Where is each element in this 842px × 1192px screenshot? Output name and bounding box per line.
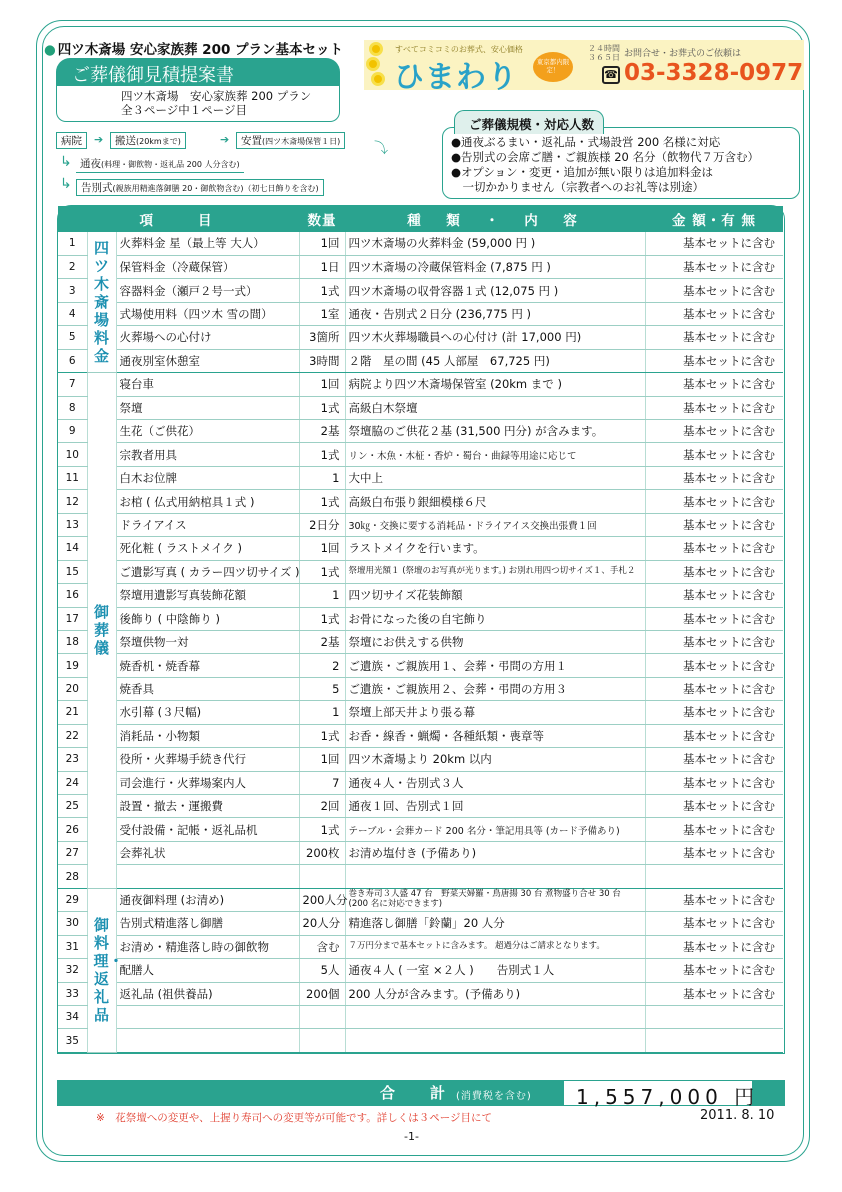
total-tax-note: (消費税を含む) (456, 1091, 532, 1102)
row-amount: 基本セットに含む (645, 490, 783, 513)
row-qty: 5 (299, 677, 345, 700)
row-item: 死化粧 ( ラストメイク ) (116, 537, 299, 560)
row-qty: 1式 (299, 443, 345, 466)
plan-title: ● 四ツ木斎場 安心家族葬 200 プラン基本セット (44, 42, 344, 58)
row-qty: 1回 (299, 373, 345, 396)
table-row (58, 420, 783, 443)
row-detail: 通夜４人・告別式３人 (345, 771, 645, 794)
row-item (116, 1005, 299, 1028)
funeral-scale-title: ご葬儀規模・対応人数 (454, 110, 604, 134)
phone-icon: ☎ (602, 66, 620, 84)
hours-badge: ２４時間 ３６５日 (588, 44, 620, 62)
row-qty: 1回 (299, 232, 345, 255)
row-number: 22 (58, 724, 87, 747)
row-amount: 基本セットに含む (645, 607, 783, 630)
row-amount: 基本セットに含む (645, 560, 783, 583)
table-row (58, 607, 783, 630)
table-row (58, 888, 783, 911)
arrow-right-icon: ➔ (94, 133, 104, 146)
flow-transport: 搬送(20kmまで) (110, 132, 186, 149)
row-item: 式場使用料（四ツ木 雪の間） (116, 302, 299, 325)
flow-wake: 通夜(料理・御飲物・返礼品 200 人分含む) (76, 156, 244, 173)
row-item: 役所・火葬場手続き代行 (116, 748, 299, 771)
row-amount: 基本セットに含む (645, 255, 783, 278)
row-amount: 基本セットに含む (645, 935, 783, 958)
arrow-return-icon: ↳ (60, 154, 72, 170)
header-amount: 金 額・有 無 (645, 206, 783, 232)
table-row (58, 795, 783, 818)
row-qty: 1 (299, 466, 345, 489)
header-detail: 種 類 ・ 内 容 (345, 206, 645, 232)
row-amount: 基本セットに含む (645, 302, 783, 325)
subtitle-line-2: 全３ページ中１ページ目 (121, 103, 248, 117)
row-qty (299, 865, 345, 888)
row-qty: 200枚 (299, 841, 345, 864)
row-item: 水引幕 (３尺幅) (116, 701, 299, 724)
table-row (58, 349, 783, 372)
row-amount: 基本セットに含む (645, 748, 783, 771)
row-qty: 2日分 (299, 513, 345, 536)
row-amount: 基本セットに含む (645, 443, 783, 466)
total-amount: 1,557,000 円 (564, 1081, 752, 1105)
row-amount: 基本セットに含む (645, 537, 783, 560)
contact-label: お問合せ・お葬式のご依頼は (624, 49, 742, 59)
header-item: 項 目 (58, 206, 299, 232)
row-number: 23 (58, 748, 87, 771)
row-item: 消耗品・小物類 (116, 724, 299, 747)
row-detail: 四ツ木斎場の火葬料金 (59,000 円 ) (345, 232, 645, 255)
row-amount: 基本セットに含む (645, 630, 783, 653)
row-number: 9 (58, 420, 87, 443)
row-qty: 5人 (299, 959, 345, 982)
row-number: 15 (58, 560, 87, 583)
table-row (58, 279, 783, 302)
row-amount: 基本セットに含む (645, 701, 783, 724)
row-amount (645, 865, 783, 888)
table-row (58, 560, 783, 583)
row-item: お清め・精進落し時の御飲物 (116, 935, 299, 958)
row-item: 火葬場への心付け (116, 326, 299, 349)
row-detail: 通夜４人 ( 一室 ×２人 ) 告別式１人 (345, 959, 645, 982)
row-detail: ご遺族・ご親族用１、会葬・弔問の方用１ (345, 654, 645, 677)
row-detail: 高級白木祭壇 (345, 396, 645, 419)
row-item: 返礼品 (祖供養品) (116, 982, 299, 1005)
row-qty: 20人分 (299, 912, 345, 935)
row-number: 30 (58, 912, 87, 935)
row-item: 白木お位牌 (116, 466, 299, 489)
row-qty: 1 (299, 701, 345, 724)
row-item: 宗教者用具 (116, 443, 299, 466)
table-row (58, 748, 783, 771)
row-number: 12 (58, 490, 87, 513)
row-item: 後飾り ( 中陰飾り ) (116, 607, 299, 630)
row-item: 設置・撤去・運搬費 (116, 795, 299, 818)
row-number: 24 (58, 771, 87, 794)
row-amount: 基本セットに含む (645, 326, 783, 349)
table-row (58, 677, 783, 700)
row-amount: 基本セットに含む (645, 771, 783, 794)
table-row (58, 232, 783, 255)
category-label: 四ツ木斎場料金 (87, 232, 116, 373)
row-detail: 病院より四ツ木斎場保管室 (20km まで ) (345, 373, 645, 396)
table-row (58, 841, 783, 864)
row-qty: 1回 (299, 748, 345, 771)
table-row (58, 982, 783, 1005)
row-detail: 大中上 (345, 466, 645, 489)
row-detail: テーブル・会葬カード 200 名分・筆記用具等 (カード予備あり) (345, 818, 645, 841)
row-qty: 1日 (299, 255, 345, 278)
row-qty: 1式 (299, 607, 345, 630)
row-number: 33 (58, 982, 87, 1005)
row-qty: 200個 (299, 982, 345, 1005)
row-number: 17 (58, 607, 87, 630)
row-detail: ご遺族・ご親族用２、会葬・弔問の方用３ (345, 677, 645, 700)
table-row (58, 865, 783, 888)
row-detail: 四ツ切サイズ花装飾額 (345, 584, 645, 607)
table-row (58, 537, 783, 560)
row-amount: 基本セットに含む (645, 279, 783, 302)
row-detail: 四ツ木斎場の冷蔵保管料金 (7,875 円 ) (345, 255, 645, 278)
row-item: 受付設備・記帳・返礼品机 (116, 818, 299, 841)
table-row (58, 255, 783, 278)
estimate-subtitle (56, 86, 340, 122)
row-number: 32 (58, 959, 87, 982)
row-qty: 1式 (299, 279, 345, 302)
row-item: ご遺影写真 ( カラー四ツ切サイズ ) (116, 560, 299, 583)
table-row (58, 1029, 783, 1052)
total-label: 合 計 (380, 1084, 456, 1102)
row-number: 13 (58, 513, 87, 536)
row-number: 27 (58, 841, 87, 864)
row-item: 祭壇 (116, 396, 299, 419)
row-amount: 基本セットに含む (645, 373, 783, 396)
row-detail: 四ツ木火葬場職員への心付け (計 17,000 円) (345, 326, 645, 349)
row-number: 14 (58, 537, 87, 560)
row-qty: 1 (299, 584, 345, 607)
table-row (58, 912, 783, 935)
row-detail: 四ツ木斎場の収骨容器１式 (12,075 円 ) (345, 279, 645, 302)
subtitle-line-1: 四ツ木斎場 安心家族葬 200 プラン (121, 89, 312, 103)
row-amount: 基本セットに含む (645, 420, 783, 443)
row-amount (645, 1029, 783, 1052)
phone-number[interactable]: 03-3328-0977 (624, 60, 804, 86)
row-detail: 通夜１回、告別式１回 (345, 795, 645, 818)
row-number: 26 (58, 818, 87, 841)
table-row (58, 724, 783, 747)
row-amount: 基本セットに含む (645, 513, 783, 536)
row-number: 8 (58, 396, 87, 419)
row-qty (299, 1005, 345, 1028)
row-amount: 基本セットに含む (645, 677, 783, 700)
row-detail (345, 1005, 645, 1028)
table-row (58, 630, 783, 653)
row-amount: 基本セットに含む (645, 654, 783, 677)
row-qty: 1式 (299, 396, 345, 419)
row-detail (345, 1029, 645, 1052)
row-detail: 精進落し御膳「鈴蘭」20 人分 (345, 912, 645, 935)
table-row (58, 326, 783, 349)
row-detail: 200 人分が含みます。(予備あり) (345, 982, 645, 1005)
row-qty: 200人分 (299, 888, 345, 911)
row-number: 25 (58, 795, 87, 818)
row-qty: 2 (299, 654, 345, 677)
row-amount: 基本セットに含む (645, 841, 783, 864)
row-item: 会葬礼状 (116, 841, 299, 864)
row-amount: 基本セットに含む (645, 888, 783, 911)
row-detail: お骨になった後の自宅飾り (345, 607, 645, 630)
row-number: 19 (58, 654, 87, 677)
row-qty: 含む (299, 935, 345, 958)
table-row (58, 396, 783, 419)
row-detail: 通夜・告別式２日分 (236,775 円 ) (345, 302, 645, 325)
table-row (58, 654, 783, 677)
footnote: ※ 花祭壇への変更や、上握り寿司への変更等が可能です。詳しくは３ページ目にて (96, 1112, 493, 1124)
table-row (58, 302, 783, 325)
row-item: お棺 ( 仏式用納棺具１式 ) (116, 490, 299, 513)
row-item: 焼香具 (116, 677, 299, 700)
row-amount: 基本セットに含む (645, 795, 783, 818)
row-number: 31 (58, 935, 87, 958)
estimate-table (57, 205, 785, 1054)
row-number: 29 (58, 888, 87, 911)
row-number: 1 (58, 232, 87, 255)
row-amount: 基本セットに含む (645, 959, 783, 982)
row-item: 祭壇供物一対 (116, 630, 299, 653)
row-number: 18 (58, 630, 87, 653)
row-qty: 2基 (299, 630, 345, 653)
table-row (58, 818, 783, 841)
row-item: 容器料金（瀬戸２号一式） (116, 279, 299, 302)
row-qty (299, 1029, 345, 1052)
row-item: 生花（ご供花） (116, 420, 299, 443)
row-detail: 祭壇上部天井より張る幕 (345, 701, 645, 724)
row-item: 保管料金（冷蔵保管） (116, 255, 299, 278)
row-number: 3 (58, 279, 87, 302)
row-detail: ２階 星の間 (45 人部屋 67,725 円) (345, 349, 645, 372)
category-label: 御料理・返礼品 (87, 888, 116, 1052)
row-item: 告別式精進落し御膳 (116, 912, 299, 935)
arrow-return-icon: ⤵ (374, 141, 388, 157)
row-detail: 四ツ木斎場より 20km 以内 (345, 748, 645, 771)
row-qty: 3箇所 (299, 326, 345, 349)
row-detail: ７万円分まで基本セットに含みます。 超過分はご請求となります。 (345, 935, 645, 958)
row-amount: 基本セットに含む (645, 466, 783, 489)
table-row (58, 490, 783, 513)
table-row (58, 466, 783, 489)
row-amount (645, 1005, 783, 1028)
row-detail: 祭壇用光額１ (祭壇のお写真が光ります。) お別れ用四つ切サイズ１、手札２ (345, 560, 645, 583)
page-number: -1- (404, 1130, 419, 1143)
row-qty: 7 (299, 771, 345, 794)
row-qty: 1式 (299, 818, 345, 841)
flow-placement: 安置(四ツ木斎場保管１日) (236, 132, 345, 149)
logo-name: ひまわり (394, 60, 518, 95)
row-amount: 基本セットに含む (645, 818, 783, 841)
header-qty: 数量 (299, 206, 345, 232)
row-item: 祭壇用遺影写真装飾花額 (116, 584, 299, 607)
row-detail: 祭壇にお供えする供物 (345, 630, 645, 653)
row-item: 火葬料金 星（最上等 大人） (116, 232, 299, 255)
table-row (58, 584, 783, 607)
sunflower-icon (366, 40, 388, 90)
row-item: 配膳人 (116, 959, 299, 982)
funeral-scale-box: ●通夜ぶるまい・返礼品・式場設営 200 名様に対応 ●告別式の会席ご膳・ご親族様 20 名分（飲物代７万含む） ●オプション・変更・追加が無い限りは追加料金は 一切かかりません（宗教者へのお礼等は別途） (442, 127, 800, 199)
flow-hospital: 病院 (56, 132, 87, 149)
row-amount: 基本セットに含む (645, 912, 783, 935)
row-detail: お清め塩付き (予備あり) (345, 841, 645, 864)
row-amount: 基本セットに含む (645, 349, 783, 372)
table-row (58, 1005, 783, 1028)
row-number: 28 (58, 865, 87, 888)
row-item (116, 1029, 299, 1052)
row-detail: お香・線香・蝋燭・各種紙類・喪章等 (345, 724, 645, 747)
estimate-banner: ご葬儀御見積提案書 (56, 58, 340, 86)
row-detail: リン・木魚・木柾・香炉・蜀台・曲録等用途に応じて (345, 443, 645, 466)
logo-tagline: すべてコミコミのお葬式、安心価格 (395, 45, 523, 54)
issue-date: 2011. 8. 10 (700, 1108, 775, 1123)
row-number: 4 (58, 302, 87, 325)
row-item: 通夜別室休憩室 (116, 349, 299, 372)
row-item: 焼香机・焼香幕 (116, 654, 299, 677)
tokyo-only-badge: 東京都内限定！ (533, 52, 573, 82)
table-row (58, 701, 783, 724)
row-qty: 1式 (299, 724, 345, 747)
row-number: 35 (58, 1029, 87, 1052)
row-detail: 高級白布張り銀細模様６尺 (345, 490, 645, 513)
row-qty: 1回 (299, 537, 345, 560)
row-number: 16 (58, 584, 87, 607)
row-number: 21 (58, 701, 87, 724)
row-number: 2 (58, 255, 87, 278)
row-qty: 1室 (299, 302, 345, 325)
row-number: 11 (58, 466, 87, 489)
row-amount: 基本セットに含む (645, 232, 783, 255)
row-detail: ラストメイクを行います。 (345, 537, 645, 560)
table-row (58, 771, 783, 794)
table-row (58, 443, 783, 466)
arrow-return-icon: ↳ (60, 176, 72, 192)
row-amount: 基本セットに含む (645, 724, 783, 747)
row-qty: 2基 (299, 420, 345, 443)
row-detail: 祭壇脇のご供花２基 (31,500 円分) が含みます。 (345, 420, 645, 443)
table-row (58, 935, 783, 958)
flow-funeral: 告別式(親族用精進落御膳 20・御飲物含む)（初七日飾りを含む) (76, 179, 324, 196)
row-number: 5 (58, 326, 87, 349)
table-row (58, 513, 783, 536)
row-qty: 2回 (299, 795, 345, 818)
row-amount: 基本セットに含む (645, 982, 783, 1005)
row-qty: 1式 (299, 490, 345, 513)
row-number: 10 (58, 443, 87, 466)
row-detail: 30㎏・交換に要する消耗品・ドライアイス交換出張費１回 (345, 513, 645, 536)
row-item: 通夜御料理 (お清め) (116, 888, 299, 911)
row-number: 7 (58, 373, 87, 396)
row-detail: 巻き寿司３人盛 47 台 野菜天婦羅・鳥唐揚 30 台 煮物盛り合せ 30 台 (200 名に対応できます) (345, 888, 645, 911)
row-item: ドライアイス (116, 513, 299, 536)
row-item: 寝台車 (116, 373, 299, 396)
row-number: 20 (58, 677, 87, 700)
row-detail (345, 865, 645, 888)
row-item: 司会進行・火葬場案内人 (116, 771, 299, 794)
category-label: 御葬儀 (87, 373, 116, 889)
row-qty: 3時間 (299, 349, 345, 372)
table-header (58, 206, 783, 232)
arrow-right-icon: ➔ (220, 133, 230, 146)
row-amount: 基本セットに含む (645, 584, 783, 607)
row-item (116, 865, 299, 888)
table-row (58, 959, 783, 982)
row-qty: 1式 (299, 560, 345, 583)
row-amount: 基本セットに含む (645, 396, 783, 419)
row-number: 6 (58, 349, 87, 372)
row-number: 34 (58, 1005, 87, 1028)
table-row (58, 373, 783, 396)
